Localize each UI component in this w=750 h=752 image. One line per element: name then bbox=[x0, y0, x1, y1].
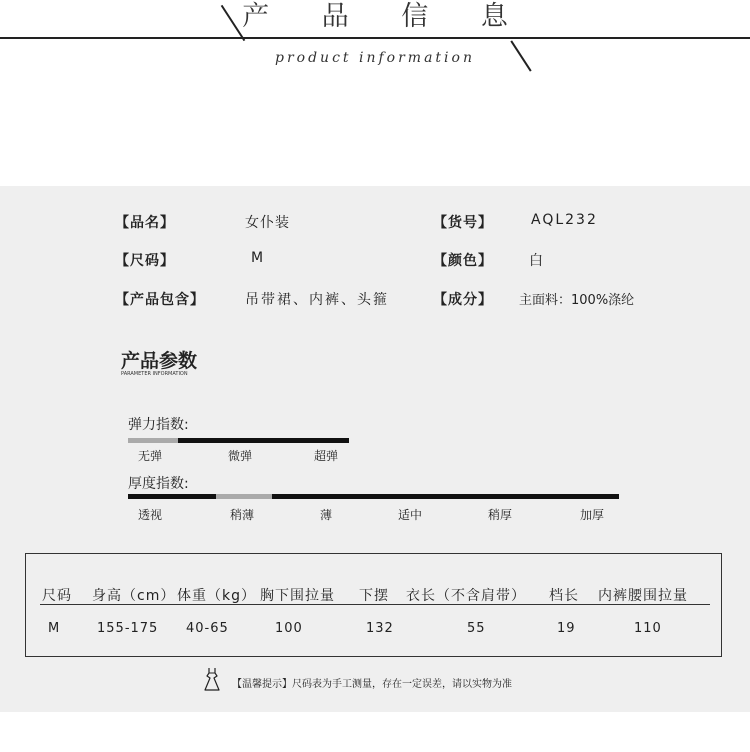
thickness-level: 适中 bbox=[398, 508, 423, 522]
size-table bbox=[25, 553, 722, 657]
elasticity-bar-segment bbox=[128, 438, 178, 443]
page-subtitle: product information bbox=[275, 50, 475, 66]
table-header-cell: 档长 bbox=[549, 588, 579, 604]
dress-icon bbox=[204, 667, 220, 691]
thickness-level: 稍薄 bbox=[230, 508, 255, 522]
material-label: 【成分】 bbox=[433, 292, 493, 308]
page-title: 产 品 信 息 bbox=[242, 1, 530, 32]
thickness-bar-segment bbox=[128, 494, 216, 499]
tip-text: 【温馨提示】尺码表为手工测量，存在一定误差，请以实物为准 bbox=[232, 679, 512, 690]
params-title: 产品参数 bbox=[121, 350, 198, 372]
table-header-cell: 身高（cm） bbox=[92, 588, 176, 604]
table-divider bbox=[40, 604, 710, 605]
table-header-cell: 内裤腰围拉量 bbox=[598, 588, 688, 604]
elasticity-level: 无弹 bbox=[138, 449, 163, 463]
table-cell: 55 bbox=[467, 621, 486, 636]
color-label: 【颜色】 bbox=[433, 253, 493, 269]
elasticity-level: 超弹 bbox=[314, 449, 339, 463]
thickness-level: 透视 bbox=[138, 508, 163, 522]
name-label: 【品名】 bbox=[115, 215, 175, 231]
size-label: 【尺码】 bbox=[115, 253, 175, 269]
table-cell: M bbox=[48, 621, 61, 636]
elasticity-level: 微弹 bbox=[228, 449, 253, 463]
header-divider bbox=[0, 37, 750, 39]
thickness-level: 加厚 bbox=[580, 508, 605, 522]
table-cell: 40-65 bbox=[186, 621, 229, 636]
table-header-cell: 体重（kg） bbox=[177, 588, 256, 604]
table-header-cell: 下摆 bbox=[359, 588, 389, 604]
thickness-level: 稍厚 bbox=[488, 508, 513, 522]
thickness-level: 薄 bbox=[320, 508, 333, 522]
elasticity-bar-segment bbox=[265, 438, 349, 443]
table-cell: 110 bbox=[634, 621, 662, 636]
table-cell: 100 bbox=[275, 621, 303, 636]
item-label: 【货号】 bbox=[433, 215, 493, 231]
item-value: AQL232 bbox=[531, 212, 598, 228]
table-cell: 19 bbox=[557, 621, 576, 636]
name-value: 女仆装 bbox=[245, 215, 290, 231]
table-header-cell: 胸下围拉量 bbox=[260, 588, 335, 604]
elasticity-label: 弹力指数: bbox=[128, 417, 189, 433]
table-cell: 132 bbox=[366, 621, 394, 636]
elasticity-bar-segment bbox=[178, 438, 265, 443]
params-subtitle: PARAMETER INFORMATION bbox=[121, 371, 188, 377]
contents-label: 【产品包含】 bbox=[115, 292, 205, 308]
table-header-cell: 衣长（不含肩带） bbox=[406, 588, 526, 604]
thickness-bar-segment bbox=[216, 494, 272, 499]
thickness-label: 厚度指数: bbox=[128, 476, 189, 492]
table-cell: 155-175 bbox=[97, 621, 159, 636]
table-header-cell: 尺码 bbox=[42, 588, 72, 604]
thickness-bar-segment bbox=[272, 494, 619, 499]
color-value: 白 bbox=[529, 253, 544, 269]
contents-value: 吊带裙、内裤、头箍 bbox=[245, 292, 389, 308]
material-value: 主面料：100%涤纶 bbox=[519, 293, 635, 308]
size-value: M bbox=[251, 250, 265, 266]
